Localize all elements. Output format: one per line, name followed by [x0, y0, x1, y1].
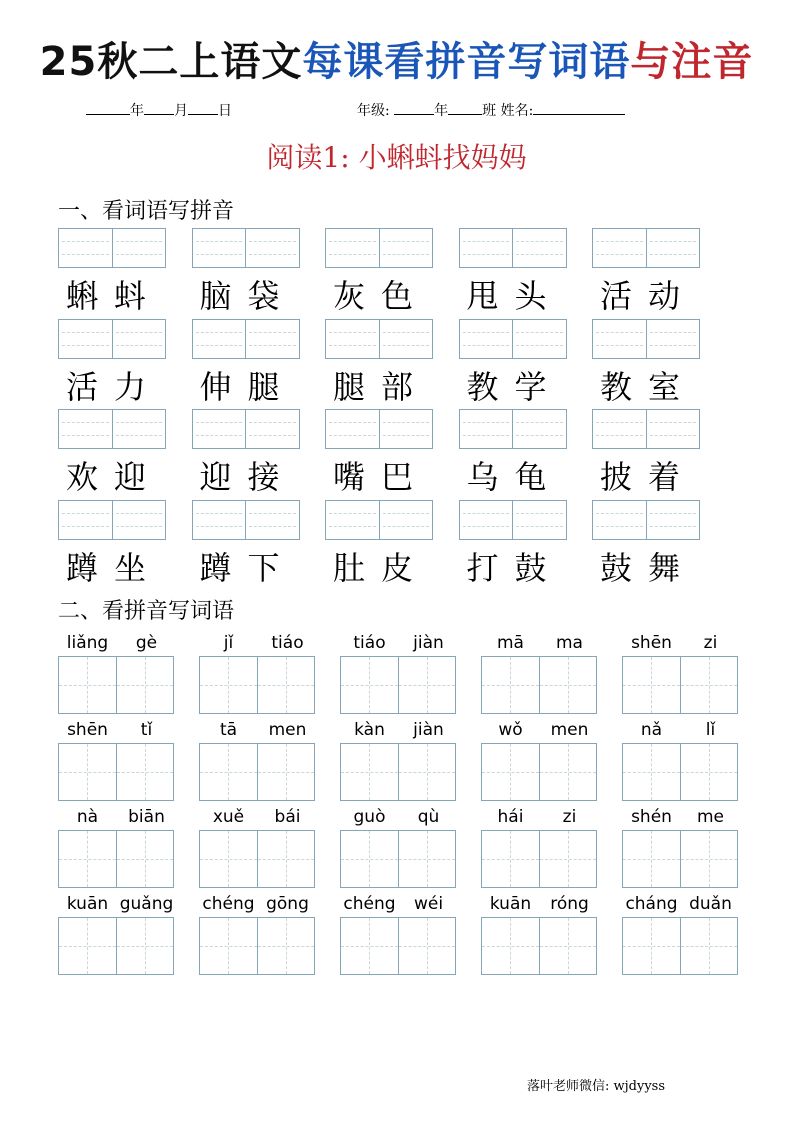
word-text: 乌龟: [466, 458, 563, 496]
word-text: 蹲坐: [66, 548, 163, 587]
pinyin-label: [340, 804, 458, 830]
word-cell: [192, 319, 302, 407]
character-writing-box[interactable]: [340, 917, 456, 975]
character-writing-box[interactable]: [199, 656, 315, 714]
word-cell: [192, 500, 302, 588]
pinyin-syllable-1: cháng: [625, 894, 678, 914]
pinyin-cell: [199, 717, 317, 801]
word-cell: [592, 319, 702, 407]
word-cell: [459, 409, 569, 497]
pinyin-writing-box[interactable]: [192, 500, 300, 540]
pinyin-syllable-2: wéi: [413, 894, 444, 914]
pinyin-writing-box[interactable]: [459, 500, 567, 540]
pinyin-syllable-1: kuān: [489, 894, 532, 914]
pinyin-syllable-2: tǐ: [140, 720, 153, 740]
pinyin-syllable-2: men: [550, 720, 589, 740]
character-writing-box[interactable]: [199, 743, 315, 801]
character-writing-box[interactable]: [481, 830, 597, 888]
name-blank[interactable]: [533, 102, 625, 115]
word-cell: [459, 228, 569, 316]
word-text: 活动: [600, 277, 697, 315]
grade-blank[interactable]: [394, 102, 434, 115]
grade-label: 年级:: [357, 103, 390, 119]
word-cell: [192, 228, 302, 316]
character-writing-box[interactable]: [340, 656, 456, 714]
pinyin-cell: [340, 630, 458, 714]
pinyin-writing-box[interactable]: [58, 228, 166, 268]
student-info-line: [357, 100, 625, 120]
word-text: 伸腿: [199, 367, 296, 406]
pinyin-writing-box[interactable]: [459, 409, 567, 449]
word-cell: [592, 500, 702, 588]
pinyin-syllable-1: shēn: [67, 720, 108, 740]
pinyin-syllable-1: guò: [353, 807, 386, 827]
grade-year-label: 年: [434, 103, 449, 119]
pinyin-label: [340, 717, 458, 743]
pinyin-syllable-1: nà: [76, 807, 99, 827]
month-label: 月: [174, 103, 188, 119]
word-cell: [58, 500, 168, 588]
lesson-title: 阅读1: 小蝌蚪找妈妈: [266, 141, 527, 174]
pinyin-label: [58, 891, 176, 917]
pinyin-syllable-2: men: [268, 720, 307, 740]
word-text: 披着: [600, 458, 697, 496]
pinyin-writing-box[interactable]: [58, 409, 166, 449]
pinyin-syllable-1: chéng: [343, 894, 396, 914]
pinyin-cell: [340, 717, 458, 801]
character-writing-box[interactable]: [199, 917, 315, 975]
year-label: 年: [130, 103, 144, 119]
footer-contact: 落叶老师微信: wjdyyss: [527, 1079, 666, 1094]
pinyin-writing-box[interactable]: [325, 500, 433, 540]
pinyin-label: [622, 717, 740, 743]
pinyin-writing-box[interactable]: [192, 409, 300, 449]
pinyin-syllable-1: kàn: [354, 720, 385, 740]
character-writing-box[interactable]: [340, 743, 456, 801]
pinyin-label: [622, 804, 740, 830]
pinyin-syllable-2: ma: [556, 633, 583, 653]
pinyin-syllable-1: nǎ: [640, 720, 663, 740]
character-writing-box[interactable]: [58, 743, 174, 801]
pinyin-syllable-1: shén: [631, 807, 672, 827]
pinyin-syllable-1: shēn: [631, 633, 672, 653]
pinyin-cell: [199, 804, 317, 888]
character-writing-box[interactable]: [622, 830, 738, 888]
pinyin-label: [199, 804, 317, 830]
word-cell: [592, 409, 702, 497]
pinyin-label: [622, 891, 740, 917]
character-writing-box[interactable]: [58, 830, 174, 888]
pinyin-writing-box[interactable]: [58, 500, 166, 540]
pinyin-cell: [58, 804, 176, 888]
pinyin-label: [481, 891, 599, 917]
title-part-1: 25秋二上语文: [39, 39, 303, 85]
pinyin-syllable-2: lǐ: [705, 720, 716, 740]
pinyin-syllable-1: xuě: [212, 807, 245, 827]
word-text: 蝌蚪: [66, 277, 163, 315]
pinyin-cell: [481, 630, 599, 714]
word-text: 灰色: [333, 277, 430, 315]
date-line: [86, 100, 232, 120]
word-text: 教学: [466, 367, 563, 406]
word-cell: [325, 319, 435, 407]
pinyin-syllable-2: gè: [135, 633, 158, 653]
word-text: 脑袋: [199, 277, 296, 315]
word-cell: [592, 228, 702, 316]
word-text: 肚皮: [333, 548, 430, 587]
day-label: 日: [218, 103, 232, 119]
word-text: 蹲下: [199, 548, 296, 587]
word-cell: [192, 409, 302, 497]
pinyin-cell: [481, 891, 599, 975]
pinyin-syllable-2: bái: [274, 807, 301, 827]
word-text: 迎接: [199, 458, 296, 496]
pinyin-writing-box[interactable]: [325, 228, 433, 268]
word-cell: [58, 409, 168, 497]
pinyin-syllable-1: hái: [497, 807, 524, 827]
pinyin-writing-box[interactable]: [192, 319, 300, 359]
day-blank[interactable]: [188, 102, 218, 115]
pinyin-cell: [622, 717, 740, 801]
word-cell: [58, 228, 168, 316]
word-text: 甩头: [466, 277, 563, 315]
pinyin-label: [340, 630, 458, 656]
word-cell: [459, 500, 569, 588]
pinyin-syllable-2: guǎng: [119, 894, 174, 914]
pinyin-syllable-2: tiáo: [271, 633, 304, 653]
pinyin-syllable-2: zi: [703, 633, 718, 653]
word-text: 教室: [600, 367, 697, 406]
pinyin-writing-box[interactable]: [592, 500, 700, 540]
word-text: 欢迎: [66, 458, 163, 496]
pinyin-cell: [622, 630, 740, 714]
word-cell: [325, 228, 435, 316]
pinyin-syllable-2: qù: [417, 807, 440, 827]
year-blank[interactable]: [86, 102, 130, 115]
character-writing-box[interactable]: [622, 656, 738, 714]
pinyin-label: [481, 804, 599, 830]
pinyin-cell: [481, 804, 599, 888]
pinyin-syllable-1: tā: [219, 720, 238, 740]
pinyin-syllable-1: mā: [497, 633, 524, 653]
word-cell: [459, 319, 569, 407]
pinyin-writing-box[interactable]: [58, 319, 166, 359]
pinyin-cell: [340, 804, 458, 888]
class-blank[interactable]: [448, 102, 482, 115]
pinyin-writing-box[interactable]: [192, 228, 300, 268]
pinyin-syllable-1: jǐ: [223, 633, 234, 653]
pinyin-cell: [481, 717, 599, 801]
title-part-2: 每课看拼音写词语: [302, 39, 631, 85]
word-text: 嘴巴: [333, 458, 430, 496]
word-text: 打鼓: [466, 548, 563, 587]
character-writing-box[interactable]: [340, 830, 456, 888]
word-text: 鼓舞: [600, 548, 697, 587]
pinyin-syllable-1: kuān: [66, 894, 109, 914]
pinyin-cell: [58, 717, 176, 801]
word-text: 腿部: [333, 367, 430, 406]
pinyin-writing-box[interactable]: [592, 319, 700, 359]
pinyin-writing-box[interactable]: [325, 409, 433, 449]
pinyin-syllable-2: biān: [128, 807, 165, 827]
pinyin-label: [622, 630, 740, 656]
pinyin-syllable-2: jiàn: [413, 633, 444, 653]
class-label: 班: [482, 103, 497, 119]
pinyin-label: [481, 717, 599, 743]
title-part-3: 与注音: [630, 39, 754, 85]
character-writing-box[interactable]: [481, 743, 597, 801]
pinyin-syllable-2: róng: [550, 894, 589, 914]
pinyin-cell: [199, 630, 317, 714]
word-cell: [58, 319, 168, 407]
pinyin-cell: [622, 804, 740, 888]
character-writing-box[interactable]: [481, 656, 597, 714]
pinyin-cell: [622, 891, 740, 975]
character-writing-box[interactable]: [622, 917, 738, 975]
pinyin-syllable-2: me: [696, 807, 725, 827]
pinyin-writing-box[interactable]: [592, 228, 700, 268]
section1-heading: 一、看词语写拼音: [58, 199, 235, 224]
pinyin-syllable-1: chéng: [202, 894, 255, 914]
pinyin-label: [199, 891, 317, 917]
pinyin-label: [58, 804, 176, 830]
page-title: [0, 30, 793, 87]
character-writing-box[interactable]: [58, 656, 174, 714]
pinyin-label: [199, 630, 317, 656]
pinyin-cell: [340, 891, 458, 975]
character-writing-box[interactable]: [199, 830, 315, 888]
pinyin-label: [481, 630, 599, 656]
pinyin-writing-box[interactable]: [592, 409, 700, 449]
pinyin-syllable-1: tiáo: [353, 633, 386, 653]
pinyin-writing-box[interactable]: [459, 319, 567, 359]
word-cell: [325, 500, 435, 588]
pinyin-label: [199, 717, 317, 743]
pinyin-cell: [58, 891, 176, 975]
character-writing-box[interactable]: [481, 917, 597, 975]
name-label: 姓名:: [500, 103, 534, 119]
month-blank[interactable]: [144, 102, 174, 115]
character-writing-box[interactable]: [58, 917, 174, 975]
pinyin-syllable-2: zi: [562, 807, 577, 827]
character-writing-box[interactable]: [622, 743, 738, 801]
pinyin-cell: [199, 891, 317, 975]
pinyin-syllable-1: liǎng: [66, 633, 109, 653]
word-cell: [325, 409, 435, 497]
pinyin-label: [58, 630, 176, 656]
pinyin-syllable-2: jiàn: [413, 720, 444, 740]
pinyin-syllable-1: wǒ: [498, 720, 523, 740]
section2-heading: 二、看拼音写词语: [58, 599, 235, 624]
pinyin-cell: [58, 630, 176, 714]
word-text: 活力: [66, 367, 163, 406]
pinyin-writing-box[interactable]: [325, 319, 433, 359]
pinyin-syllable-2: duǎn: [689, 894, 732, 914]
pinyin-label: [340, 891, 458, 917]
pinyin-label: [58, 717, 176, 743]
pinyin-syllable-2: gōng: [266, 894, 309, 914]
pinyin-writing-box[interactable]: [459, 228, 567, 268]
